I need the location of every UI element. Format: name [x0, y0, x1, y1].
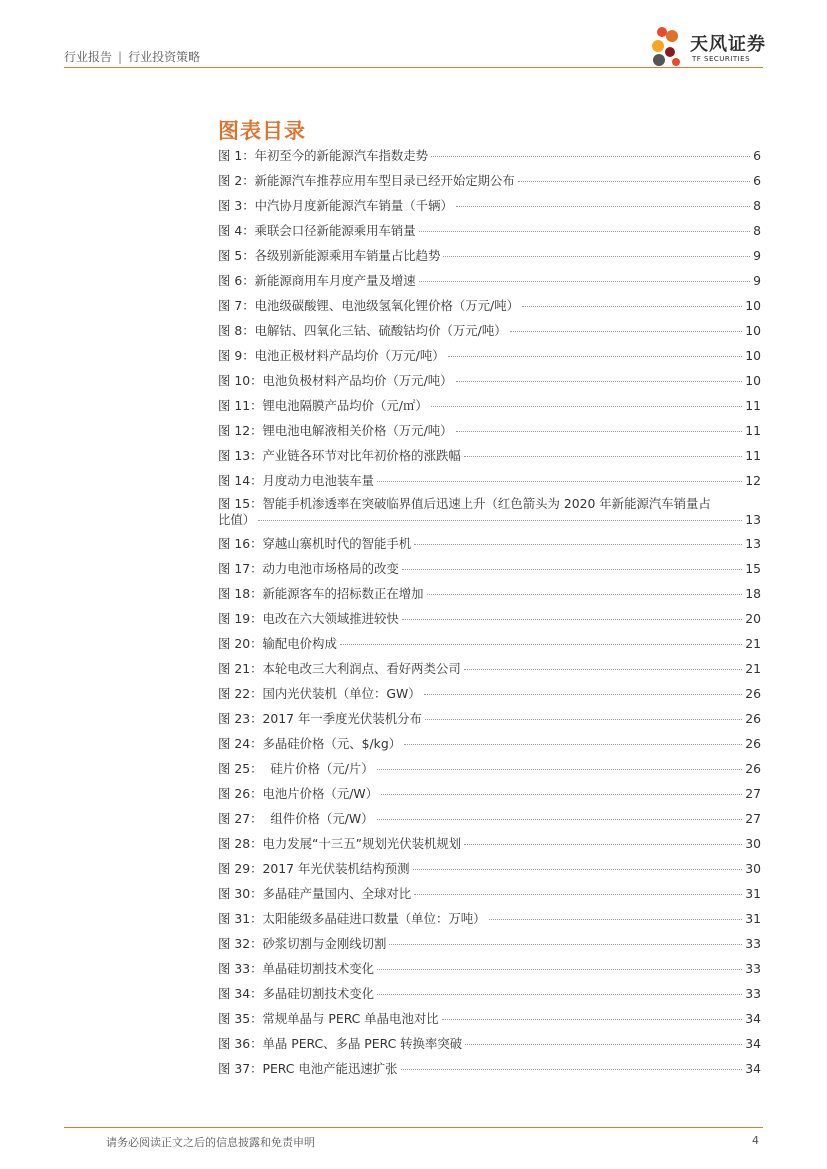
toc-entry[interactable]: [218, 396, 761, 421]
header-separator: |: [118, 50, 123, 64]
logo-petal: [652, 40, 664, 52]
toc-entry-title: 砂浆切割与金刚线切割: [262, 936, 387, 951]
toc-entry-page: 18: [745, 586, 761, 601]
toc-entry-title: 各级别新能源乘用车销量占比趋势: [254, 248, 441, 263]
toc-entry-page: 10: [745, 298, 761, 313]
toc-entry[interactable]: [218, 271, 761, 296]
toc-entry-label: 图 1：: [218, 148, 255, 163]
toc-entry-label: 图 18：: [218, 586, 263, 601]
toc-entry-label: 图 5：: [218, 248, 255, 263]
toc-entry[interactable]: [218, 634, 761, 659]
header-section: 行业报告: [64, 50, 113, 64]
toc-entry-label: 图 15：: [218, 496, 263, 511]
toc-entry-title: 单晶 PERC、多晶 PERC 转换率突破: [262, 1036, 463, 1051]
toc-entry-label: 图 20：: [218, 636, 263, 651]
toc-entry-title: 新能源商用车月度产量及增速: [254, 273, 416, 288]
toc-entry[interactable]: [218, 421, 761, 446]
toc-entry-label: 图 33：: [218, 961, 263, 976]
toc-entry-page: 34: [745, 1036, 761, 1051]
toc-entry-label: 图 17：: [218, 561, 263, 576]
toc-entry-page: 10: [745, 323, 761, 338]
toc-entry-page: 31: [745, 911, 761, 926]
toc-entry-title: 2017 年光伏装机结构预测: [262, 861, 410, 876]
toc-entry[interactable]: [218, 559, 761, 584]
toc-entry[interactable]: [218, 446, 761, 471]
toc-entry-title: 单晶硅切割技术变化: [262, 961, 375, 976]
toc-entry-label: 图 3：: [218, 198, 255, 213]
dot-leader: [489, 919, 743, 920]
dot-leader: [510, 331, 743, 332]
toc-entry[interactable]: [218, 146, 761, 171]
dot-leader: [456, 206, 750, 207]
logo-petal: [672, 58, 680, 66]
dot-leader: [424, 694, 743, 695]
toc-entry-title: 电池正极材料产品均价（万元/吨）: [254, 348, 445, 363]
toc-entry[interactable]: [218, 909, 761, 934]
toc-entry-label: 图 26：: [218, 786, 263, 801]
footer-divider: [64, 1127, 763, 1128]
toc-entry-label: 图 8：: [218, 323, 255, 338]
toc-entry-label: 图 31：: [218, 911, 263, 926]
toc-entry-label: 图 19：: [218, 611, 263, 626]
toc-entry-title: 月度动力电池装车量: [262, 473, 375, 488]
toc-entry-label: 图 21：: [218, 661, 263, 676]
toc-entry-page: 9: [753, 273, 761, 288]
toc-entry[interactable]: [218, 246, 761, 271]
toc-entry-label: 图 25：: [218, 761, 263, 776]
toc-entry-page: 27: [745, 786, 761, 801]
toc-entry-label: 图 34：: [218, 986, 263, 1001]
toc-entry-label: 图 27：: [218, 811, 263, 826]
toc-entry-page: 30: [745, 836, 761, 851]
toc-entry-title: 多晶硅产量国内、全球对比: [262, 886, 412, 901]
toc-entry-label: 图 36：: [218, 1036, 263, 1051]
dot-leader: [425, 719, 742, 720]
toc-entry-title: 电改在六大领域推进较快: [262, 611, 399, 626]
dot-leader: [522, 306, 742, 307]
header-divider: [64, 67, 763, 68]
toc-entry-page: 8: [753, 198, 761, 213]
toc-entry-page: 11: [745, 398, 761, 413]
toc-entry-label: 图 2：: [218, 173, 255, 188]
dot-leader: [377, 969, 742, 970]
footer-disclaimer: 请务必阅读正文之后的信息披露和免责申明: [106, 1136, 315, 1149]
toc-entry-page: 6: [753, 173, 761, 188]
dot-leader: [518, 181, 750, 182]
toc-entry-title: 太阳能级多晶硅进口数量（单位：万吨）: [262, 911, 486, 926]
toc-entry[interactable]: [218, 609, 761, 634]
toc-entry-title: 电池负极材料产品均价（万元/吨）: [262, 373, 453, 388]
logo-name-en: TF SECURITIES: [692, 55, 751, 63]
toc-entry-title: 电池片价格（元/W）: [262, 786, 379, 801]
toc-entry-title: 常规单晶与 PERC 单晶电池对比: [262, 1011, 439, 1026]
toc-entry-page: 31: [745, 886, 761, 901]
toc-entry[interactable]: [218, 709, 761, 734]
toc-entry-page: 20: [745, 611, 761, 626]
toc-entry-title: 组件价格（元/W）: [262, 811, 374, 826]
toc-entry-page: 13: [745, 512, 761, 527]
toc-entry-title: 动力电池市场格局的改变: [262, 561, 399, 576]
dot-leader: [442, 1019, 743, 1020]
toc-entry[interactable]: [218, 171, 761, 196]
toc-entry-title: 电力发展“十三五”规划光伏装机规划: [262, 836, 462, 851]
dot-leader: [402, 619, 742, 620]
dot-leader: [431, 156, 750, 157]
dot-leader: [443, 256, 750, 257]
dot-leader: [456, 381, 743, 382]
toc-entry-label: 图 6：: [218, 273, 255, 288]
toc-entry-label: 图 4：: [218, 223, 255, 238]
toc-list: [218, 146, 761, 1084]
toc-entry[interactable]: [218, 221, 761, 246]
dot-leader: [377, 819, 743, 820]
toc-entry[interactable]: [218, 371, 761, 396]
toc-entry-title: 2017 年一季度光伏装机分布: [262, 711, 422, 726]
dot-leader: [464, 456, 742, 457]
toc-entry-label: 图 37：: [218, 1061, 263, 1076]
toc-entry-title: 新能源汽车推荐应用车型目录已经开始定期公布: [254, 173, 515, 188]
logo-petal: [666, 30, 678, 42]
dot-leader: [448, 356, 743, 357]
toc-entry[interactable]: [218, 534, 761, 559]
toc-entry-title-cont: 比值）: [218, 512, 256, 527]
toc-entry-label: 图 23：: [218, 711, 263, 726]
toc-entry-title: 产业链各环节对比年初价格的涨跌幅: [262, 448, 461, 463]
logo-petal: [665, 47, 675, 57]
toc-entry-page: 13: [745, 536, 761, 551]
dot-leader: [389, 944, 742, 945]
toc-entry[interactable]: [218, 1034, 761, 1059]
dot-leader: [456, 431, 743, 432]
toc-entry-label: 图 11：: [218, 398, 263, 413]
toc-entry-label: 图 29：: [218, 861, 263, 876]
dot-leader: [414, 894, 742, 895]
toc-entry-label: 图 10：: [218, 373, 263, 388]
toc-entry[interactable]: [218, 959, 761, 984]
toc-entry-page: 10: [745, 373, 761, 388]
toc-entry[interactable]: [218, 471, 761, 496]
dot-leader: [258, 520, 742, 521]
toc-entry-label: 图 7：: [218, 298, 255, 313]
toc-entry[interactable]: [218, 296, 761, 321]
toc-entry-page: 21: [745, 661, 761, 676]
toc-entry-page: 34: [745, 1061, 761, 1076]
toc-entry-page: 15: [745, 561, 761, 576]
toc-entry[interactable]: [218, 734, 761, 759]
toc-entry-page: 9: [753, 248, 761, 263]
toc-entry-page: 21: [745, 636, 761, 651]
toc-entry-page: 30: [745, 861, 761, 876]
toc-entry-label: 图 9：: [218, 348, 255, 363]
toc-entry-label: 图 24：: [218, 736, 263, 751]
dot-leader: [404, 744, 742, 745]
toc-entry-title: 锂电池隔膜产品均价（元/㎡）: [262, 398, 428, 413]
toc-entry[interactable]: [218, 859, 761, 884]
toc-entry-label: 图 32：: [218, 936, 263, 951]
toc-title: 图表目录: [218, 119, 306, 143]
dot-leader: [413, 869, 743, 870]
toc-entry-label: 图 35：: [218, 1011, 263, 1026]
toc-entry-title: 乘联会口径新能源乘用车销量: [254, 223, 416, 238]
toc-entry-page: 11: [745, 423, 761, 438]
report-header: [64, 48, 200, 65]
toc-entry-label: 图 16：: [218, 536, 263, 551]
dot-leader: [414, 544, 742, 545]
toc-entry-label: 图 14：: [218, 473, 263, 488]
toc-entry-page: 26: [745, 761, 761, 776]
toc-entry[interactable]: [218, 1059, 761, 1084]
toc-entry[interactable]: [218, 784, 761, 809]
toc-entry[interactable]: [218, 496, 761, 534]
toc-entry-title: 多晶硅切割技术变化: [262, 986, 375, 1001]
toc-entry[interactable]: [218, 1009, 761, 1034]
dot-leader: [419, 281, 750, 282]
toc-entry-page: 26: [745, 736, 761, 751]
toc-entry-label: 图 30：: [218, 886, 263, 901]
dot-leader: [431, 406, 742, 407]
toc-entry-label: 图 12：: [218, 423, 263, 438]
toc-entry-page: 27: [745, 811, 761, 826]
dot-leader: [419, 231, 750, 232]
toc-entry-page: 26: [745, 711, 761, 726]
toc-entry-title: 锂电池电解液相关价格（万元/吨）: [262, 423, 453, 438]
toc-entry-page: 8: [753, 223, 761, 238]
toc-entry-title: 硅片价格（元/片）: [262, 761, 374, 776]
toc-entry-title: 中汽协月度新能源汽车销量（千辆）: [254, 198, 453, 213]
toc-entry[interactable]: [218, 984, 761, 1009]
toc-entry-page: 12: [745, 473, 761, 488]
dot-leader: [465, 1044, 742, 1045]
dot-leader: [377, 481, 742, 482]
toc-entry[interactable]: [218, 834, 761, 859]
logo-petal: [653, 54, 665, 66]
toc-entry-title: 电解钴、四氧化三钴、硫酸钴均价（万元/吨）: [254, 323, 507, 338]
toc-entry[interactable]: [218, 659, 761, 684]
dot-leader: [427, 594, 743, 595]
dot-leader: [402, 569, 742, 570]
toc-entry-title: 多晶硅价格（元、$/kg）: [262, 736, 402, 751]
toc-entry-page: 10: [745, 348, 761, 363]
toc-entry-page: 11: [745, 448, 761, 463]
toc-entry[interactable]: [218, 196, 761, 221]
toc-entry-page: 33: [745, 961, 761, 976]
toc-entry-title: 本轮电改三大利润点、看好两类公司: [262, 661, 461, 676]
dot-leader: [340, 644, 742, 645]
toc-entry[interactable]: [218, 759, 761, 784]
toc-entry-title: 新能源客车的招标数正在增加: [262, 586, 424, 601]
toc-entry-label: 图 13：: [218, 448, 263, 463]
toc-entry-title: 国内光伏装机（单位：GW）: [262, 686, 421, 701]
toc-entry-page: 33: [745, 986, 761, 1001]
dot-leader: [377, 769, 743, 770]
toc-entry-label: 图 22：: [218, 686, 263, 701]
header-category: 行业投资策略: [128, 50, 201, 64]
toc-entry[interactable]: [218, 809, 761, 834]
toc-entry-title: 输配电价构成: [262, 636, 337, 651]
toc-entry-title: PERC 电池产能迅速扩张: [262, 1061, 398, 1076]
toc-entry-page: 33: [745, 936, 761, 951]
toc-entry-title: 年初至今的新能源汽车指数走势: [254, 148, 429, 163]
toc-entry[interactable]: [218, 684, 761, 709]
page-number: 4: [752, 1134, 759, 1147]
toc-entry-title: 穿越山寨机时代的智能手机: [262, 536, 412, 551]
dot-leader: [464, 669, 742, 670]
toc-entry[interactable]: [218, 584, 761, 609]
toc-entry-page: 34: [745, 1011, 761, 1026]
logo-petal: [657, 27, 667, 37]
dot-leader: [381, 794, 742, 795]
toc-entry[interactable]: [218, 884, 761, 909]
toc-entry-label: 图 28：: [218, 836, 263, 851]
toc-entry-title: 电池级碳酸锂、电池级氢氧化锂价格（万元/吨）: [254, 298, 519, 313]
toc-entry[interactable]: [218, 321, 761, 346]
toc-entry-page: 6: [753, 148, 761, 163]
toc-entry-page: 26: [745, 686, 761, 701]
logo-name-cn: 天风证券: [690, 34, 766, 55]
dot-leader: [464, 844, 742, 845]
toc-entry[interactable]: [218, 346, 761, 371]
toc-entry[interactable]: [218, 934, 761, 959]
dot-leader: [377, 994, 742, 995]
toc-entry-title: 智能手机渗透率在突破临界值后迅速上升（红色箭头为 2020 年新能源汽车销量占: [262, 496, 711, 511]
dot-leader: [401, 1069, 743, 1070]
